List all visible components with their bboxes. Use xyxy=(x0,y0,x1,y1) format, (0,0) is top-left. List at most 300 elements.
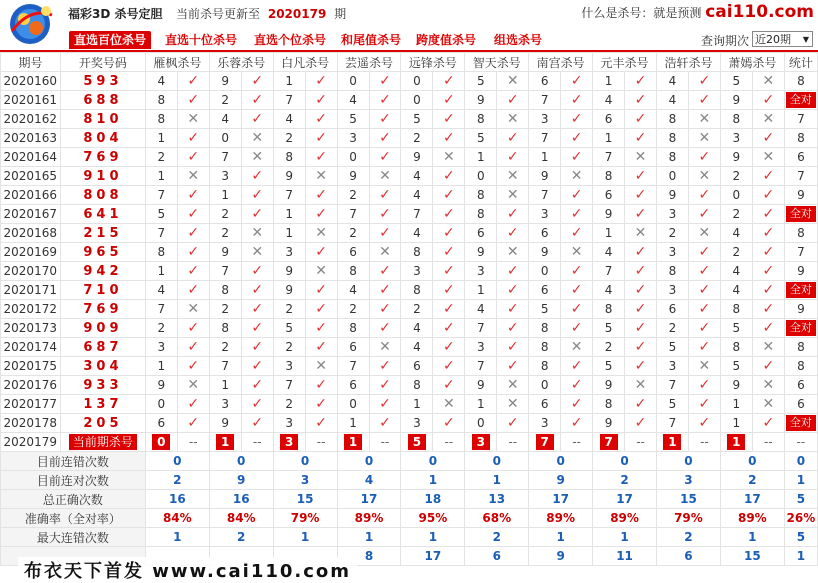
full-correct-badge: 全对 xyxy=(786,206,816,222)
check-icon: ✓ xyxy=(752,167,784,186)
stat-cell: 7 xyxy=(784,243,817,262)
check-icon: ✓ xyxy=(433,300,465,319)
kill-number-cell: 2 xyxy=(273,129,305,148)
kill-number-cell: 3 xyxy=(657,357,689,376)
kill-number-cell: 2 xyxy=(337,224,369,243)
period-cell: 2020177 xyxy=(1,395,61,414)
kill-number-cell: 0 xyxy=(209,129,241,148)
kill-number-cell: 5 xyxy=(145,205,177,224)
table-row xyxy=(1,205,818,224)
kill-number-cell: 8 xyxy=(529,357,561,376)
check-icon: ✓ xyxy=(625,72,657,91)
check-icon: ✓ xyxy=(241,414,273,433)
summary-value: 0 xyxy=(720,452,784,471)
cross-icon: ✕ xyxy=(241,129,273,148)
check-icon: ✓ xyxy=(688,262,720,281)
check-icon: ✓ xyxy=(688,91,720,110)
kill-number-cell: 4 xyxy=(720,281,752,300)
check-icon: ✓ xyxy=(305,91,337,110)
kill-number-cell: 1 xyxy=(593,224,625,243)
kill-number-cell: 0 xyxy=(401,72,433,91)
current-kill-number: 7 xyxy=(536,434,554,450)
logo-icon[interactable] xyxy=(6,1,58,45)
summary-label: 目前连对次数 xyxy=(1,471,146,490)
check-icon: ✓ xyxy=(561,129,593,148)
cross-icon: ✕ xyxy=(625,148,657,167)
current-kill-number: 1 xyxy=(663,434,681,450)
check-icon: ✓ xyxy=(497,319,529,338)
kill-number-cell: 3 xyxy=(657,281,689,300)
kill-number-cell: 0 xyxy=(529,262,561,281)
stat-cell: 7 xyxy=(784,167,817,186)
check-icon: ✓ xyxy=(497,91,529,110)
kill-number-cell: 9 xyxy=(145,376,177,395)
check-icon: ✓ xyxy=(688,205,720,224)
kill-number-cell: 4 xyxy=(337,281,369,300)
kill-number-cell: 4 xyxy=(657,72,689,91)
check-icon: ✓ xyxy=(177,205,209,224)
kill-number-cell: 8 xyxy=(145,243,177,262)
table-row xyxy=(1,319,818,338)
kill-number-cell: 4 xyxy=(145,281,177,300)
summary-label: 目前连错次数 xyxy=(1,452,146,471)
summary-value: 15 xyxy=(720,547,784,566)
kill-number-cell: 9 xyxy=(529,167,561,186)
check-icon: ✓ xyxy=(688,319,720,338)
table-row xyxy=(1,167,818,186)
kill-number-cell: 2 xyxy=(401,129,433,148)
cross-icon: ✕ xyxy=(177,167,209,186)
check-icon: ✓ xyxy=(241,395,273,414)
table-row xyxy=(1,395,818,414)
col-header-expert[interactable]: 雁枫杀号 xyxy=(145,53,209,72)
check-icon: ✓ xyxy=(625,243,657,262)
kill-number-cell: 3 xyxy=(337,129,369,148)
table-row xyxy=(1,91,818,110)
kill-number-cell: 1 xyxy=(145,167,177,186)
kill-number-cell: 2 xyxy=(337,300,369,319)
summary-value: 9 xyxy=(209,471,273,490)
kill-number-cell: 1 xyxy=(401,395,433,414)
summary-value: 0 xyxy=(337,452,401,471)
kill-number-cell: 5 xyxy=(337,110,369,129)
check-icon: ✓ xyxy=(433,167,465,186)
summary-value: 15 xyxy=(657,490,721,509)
cross-icon: ✕ xyxy=(369,167,401,186)
kill-number-cell: 6 xyxy=(529,224,561,243)
kill-number-cell: 3 xyxy=(465,338,497,357)
open-number-cell: 688 xyxy=(60,91,145,110)
current-kill-number: 1 xyxy=(727,434,745,450)
summary-value: 6 xyxy=(465,547,529,566)
period-cell: 2020170 xyxy=(1,262,61,281)
open-number-cell: 137 xyxy=(60,395,145,414)
kill-number-cell: 2 xyxy=(209,338,241,357)
kill-number-cell: 7 xyxy=(145,300,177,319)
summary-value: 0 xyxy=(209,452,273,471)
period-cell: 2020173 xyxy=(1,319,61,338)
nav-bar xyxy=(0,28,818,52)
cross-icon: ✕ xyxy=(497,167,529,186)
check-icon: ✓ xyxy=(625,129,657,148)
site-logo-text[interactable]: cai110.com xyxy=(705,2,814,22)
check-icon: ✓ xyxy=(369,376,401,395)
period-cell: 2020169 xyxy=(1,243,61,262)
summary-value: 84% xyxy=(209,509,273,528)
cross-icon: ✕ xyxy=(497,376,529,395)
kill-number-cell: 9 xyxy=(720,376,752,395)
summary-value: 84% xyxy=(145,509,209,528)
check-icon: ✓ xyxy=(625,91,657,110)
check-icon: ✓ xyxy=(752,319,784,338)
cross-icon: ✕ xyxy=(752,338,784,357)
cross-icon: ✕ xyxy=(497,395,529,414)
check-icon: ✓ xyxy=(433,72,465,91)
check-icon: ✓ xyxy=(305,376,337,395)
check-icon: ✓ xyxy=(497,205,529,224)
kill-number-cell: 7 xyxy=(273,91,305,110)
summary-value: 2 xyxy=(593,471,657,490)
check-icon: ✓ xyxy=(752,91,784,110)
check-icon: ✓ xyxy=(241,300,273,319)
kill-number-cell: 3 xyxy=(529,414,561,433)
check-icon: ✓ xyxy=(625,319,657,338)
chevron-down-icon: ▼ xyxy=(802,35,809,44)
check-icon: ✓ xyxy=(177,243,209,262)
summary-row xyxy=(1,509,818,528)
kill-number-cell: 8 xyxy=(593,167,625,186)
check-icon: ✓ xyxy=(305,186,337,205)
kill-number-cell: 2 xyxy=(209,205,241,224)
check-icon: ✓ xyxy=(497,414,529,433)
open-number-cell: 804 xyxy=(60,129,145,148)
check-icon: ✓ xyxy=(369,357,401,376)
placeholder-cell: -- xyxy=(497,433,529,452)
kill-number-cell: 1 xyxy=(529,148,561,167)
tab-shi[interactable]: 直选十位杀号 xyxy=(165,33,238,47)
kill-number-cell: 1 xyxy=(145,129,177,148)
kill-number-cell: 9 xyxy=(337,167,369,186)
cross-icon: ✕ xyxy=(305,167,337,186)
kill-number-cell: 9 xyxy=(657,186,689,205)
check-icon: ✓ xyxy=(752,243,784,262)
kill-number-cell: 2 xyxy=(720,205,752,224)
check-icon: ✓ xyxy=(561,300,593,319)
period-cell: 2020161 xyxy=(1,91,61,110)
check-icon: ✓ xyxy=(688,376,720,395)
kill-number-cell: 4 xyxy=(593,243,625,262)
check-icon: ✓ xyxy=(433,319,465,338)
check-icon: ✓ xyxy=(625,300,657,319)
kill-number-cell: 1 xyxy=(273,224,305,243)
check-icon: ✓ xyxy=(433,262,465,281)
kill-number-cell: 3 xyxy=(529,110,561,129)
check-icon: ✓ xyxy=(241,281,273,300)
kill-number-cell: 6 xyxy=(337,376,369,395)
cross-icon: ✕ xyxy=(561,167,593,186)
current-kill-number: 3 xyxy=(472,434,490,450)
kill-number-cell: 1 xyxy=(273,205,305,224)
check-icon: ✓ xyxy=(241,186,273,205)
stat-cell: 9 xyxy=(784,262,817,281)
col-header-expert[interactable]: 萧嫣杀号 xyxy=(720,53,784,72)
open-number-cell: 910 xyxy=(60,167,145,186)
current-kill-number: 7 xyxy=(600,434,618,450)
kill-number-cell: 5 xyxy=(273,319,305,338)
current-kill-cell xyxy=(529,433,561,452)
placeholder-cell: -- xyxy=(241,433,273,452)
summary-stat: 1 xyxy=(784,471,817,490)
kill-number-cell: 0 xyxy=(401,91,433,110)
summary-value: 13 xyxy=(465,490,529,509)
tab-bai[interactable]: 直选百位杀号 xyxy=(69,31,151,49)
kill-number-cell: 7 xyxy=(465,319,497,338)
check-icon: ✓ xyxy=(433,243,465,262)
cross-icon: ✕ xyxy=(241,243,273,262)
current-label-cell xyxy=(60,433,145,452)
check-icon: ✓ xyxy=(369,129,401,148)
tab-zuxuan[interactable]: 组选杀号 xyxy=(494,33,543,47)
summary-row xyxy=(1,528,818,547)
open-number-cell: 933 xyxy=(60,376,145,395)
kill-number-cell: 4 xyxy=(401,167,433,186)
summary-value: 3 xyxy=(273,471,337,490)
check-icon: ✓ xyxy=(561,414,593,433)
summary-value: 17 xyxy=(529,490,593,509)
summary-value: 95% xyxy=(401,509,465,528)
table-row xyxy=(1,148,818,167)
summary-value: 1 xyxy=(401,528,465,547)
check-icon: ✓ xyxy=(433,110,465,129)
summary-value: 9 xyxy=(529,547,593,566)
current-kill-cell xyxy=(720,433,752,452)
check-icon: ✓ xyxy=(241,338,273,357)
check-icon: ✓ xyxy=(241,376,273,395)
check-icon: ✓ xyxy=(625,357,657,376)
kill-number-cell: 8 xyxy=(337,262,369,281)
kill-number-cell: 1 xyxy=(593,129,625,148)
kill-number-cell: 8 xyxy=(657,129,689,148)
col-header-expert[interactable]: 乐蓉杀号 xyxy=(209,53,273,72)
check-icon: ✓ xyxy=(561,357,593,376)
period-select-value: 近20期 xyxy=(755,33,791,46)
check-icon: ✓ xyxy=(369,205,401,224)
check-icon: ✓ xyxy=(752,205,784,224)
current-kill-cell xyxy=(465,433,497,452)
full-correct-badge: 全对 xyxy=(786,92,816,108)
check-icon: ✓ xyxy=(497,300,529,319)
summary-stat: 5 xyxy=(784,490,817,509)
check-icon: ✓ xyxy=(241,262,273,281)
kill-number-cell: 8 xyxy=(209,281,241,300)
cross-icon: ✕ xyxy=(241,224,273,243)
kill-number-cell: 7 xyxy=(593,262,625,281)
kill-number-cell: 2 xyxy=(657,319,689,338)
kill-number-cell: 6 xyxy=(657,300,689,319)
kill-number-cell: 2 xyxy=(401,300,433,319)
kill-number-cell: 7 xyxy=(209,262,241,281)
kill-number-cell: 9 xyxy=(465,91,497,110)
col-header-expert[interactable]: 浩轩杀号 xyxy=(657,53,721,72)
check-icon: ✓ xyxy=(305,243,337,262)
kill-number-cell: 8 xyxy=(529,319,561,338)
what-is-kill-link[interactable]: 什么是杀号：就是预测 xyxy=(581,6,702,20)
kill-number-cell: 4 xyxy=(401,224,433,243)
check-icon: ✓ xyxy=(688,300,720,319)
check-icon: ✓ xyxy=(369,186,401,205)
check-icon: ✓ xyxy=(369,319,401,338)
full-correct-badge: 全对 xyxy=(786,282,816,298)
kill-number-cell: 9 xyxy=(209,243,241,262)
kill-number-cell: 3 xyxy=(529,205,561,224)
stat-cell xyxy=(784,205,817,224)
kill-number-cell: 8 xyxy=(145,91,177,110)
table-row xyxy=(1,243,818,262)
placeholder-cell: -- xyxy=(561,433,593,452)
check-icon: ✓ xyxy=(561,205,593,224)
cross-icon: ✕ xyxy=(433,148,465,167)
summary-value: 1 xyxy=(401,471,465,490)
summary-value: 0 xyxy=(657,452,721,471)
check-icon: ✓ xyxy=(369,281,401,300)
kill-number-cell: 8 xyxy=(209,319,241,338)
kill-number-cell: 8 xyxy=(401,281,433,300)
kill-number-cell: 8 xyxy=(465,110,497,129)
check-icon: ✓ xyxy=(625,167,657,186)
summary-value: 1 xyxy=(593,528,657,547)
stat-cell: 8 xyxy=(784,357,817,376)
kill-number-cell: 1 xyxy=(209,376,241,395)
open-number-cell: 810 xyxy=(60,110,145,129)
col-header-expert[interactable]: 芸遥杀号 xyxy=(337,53,401,72)
summary-value: 2 xyxy=(145,471,209,490)
tab-hewei[interactable]: 和尾值杀号 xyxy=(341,33,402,47)
kill-number-cell: 5 xyxy=(720,72,752,91)
period-cell: 2020163 xyxy=(1,129,61,148)
kill-number-cell: 7 xyxy=(593,148,625,167)
check-icon: ✓ xyxy=(561,186,593,205)
kill-number-cell: 2 xyxy=(145,319,177,338)
kill-number-cell: 8 xyxy=(593,395,625,414)
kill-number-cell: 8 xyxy=(593,300,625,319)
summary-label: 最大连错次数 xyxy=(1,528,146,547)
table-header-row xyxy=(1,53,818,72)
kill-number-cell: 2 xyxy=(209,300,241,319)
period-cell: 2020160 xyxy=(1,72,61,91)
stat-cell: 8 xyxy=(784,72,817,91)
kill-number-cell: 9 xyxy=(720,148,752,167)
check-icon: ✓ xyxy=(369,262,401,281)
check-icon: ✓ xyxy=(241,205,273,224)
kill-number-cell: 4 xyxy=(401,338,433,357)
check-icon: ✓ xyxy=(561,262,593,281)
check-icon: ✓ xyxy=(752,186,784,205)
summary-value: 0 xyxy=(593,452,657,471)
kill-number-cell: 5 xyxy=(720,319,752,338)
cross-icon: ✕ xyxy=(497,186,529,205)
summary-value: 2 xyxy=(209,528,273,547)
kill-number-cell: 3 xyxy=(465,262,497,281)
col-header-expert[interactable]: 远锋杀号 xyxy=(401,53,465,72)
kill-number-cell: 0 xyxy=(465,167,497,186)
kill-number-cell: 7 xyxy=(529,129,561,148)
kill-number-cell: 7 xyxy=(337,205,369,224)
cross-icon: ✕ xyxy=(177,300,209,319)
kill-number-cell: 6 xyxy=(337,338,369,357)
col-header-expert[interactable]: 南宫杀号 xyxy=(529,53,593,72)
check-icon: ✓ xyxy=(177,414,209,433)
table-row xyxy=(1,376,818,395)
col-header-expert[interactable]: 智天杀号 xyxy=(465,53,529,72)
update-info xyxy=(176,5,346,22)
kill-number-cell: 4 xyxy=(593,91,625,110)
summary-value: 1 xyxy=(465,471,529,490)
col-header-expert[interactable]: 白凡杀号 xyxy=(273,53,337,72)
check-icon: ✓ xyxy=(369,224,401,243)
check-icon: ✓ xyxy=(625,205,657,224)
cross-icon: ✕ xyxy=(369,338,401,357)
period-select[interactable] xyxy=(752,31,813,47)
stat-cell: 9 xyxy=(784,300,817,319)
kill-number-cell: 5 xyxy=(465,72,497,91)
table-row xyxy=(1,281,818,300)
kill-number-cell: 9 xyxy=(593,414,625,433)
check-icon: ✓ xyxy=(752,300,784,319)
check-icon: ✓ xyxy=(625,338,657,357)
check-icon: ✓ xyxy=(688,338,720,357)
kill-number-cell: 8 xyxy=(465,205,497,224)
period-cell: 2020166 xyxy=(1,186,61,205)
kill-number-cell: 2 xyxy=(337,186,369,205)
table-row xyxy=(1,414,818,433)
current-kill-button[interactable]: 当前期杀号 xyxy=(69,434,137,450)
tab-kuadu[interactable]: 跨度值杀号 xyxy=(416,33,477,47)
col-header-expert[interactable]: 元丰杀号 xyxy=(593,53,657,72)
kill-number-cell: 0 xyxy=(337,395,369,414)
kill-number-cell: 7 xyxy=(273,186,305,205)
tab-ge[interactable]: 直选个位杀号 xyxy=(254,33,327,47)
open-number-cell: 808 xyxy=(60,186,145,205)
summary-value: 15 xyxy=(273,490,337,509)
check-icon: ✓ xyxy=(433,186,465,205)
check-icon: ✓ xyxy=(305,72,337,91)
current-kill-cell xyxy=(273,433,305,452)
check-icon: ✓ xyxy=(305,110,337,129)
open-number-cell: 769 xyxy=(60,148,145,167)
open-number-cell: 205 xyxy=(60,414,145,433)
table-row xyxy=(1,72,818,91)
kill-number-cell: 9 xyxy=(209,414,241,433)
check-icon: ✓ xyxy=(177,224,209,243)
placeholder-cell: -- xyxy=(369,433,401,452)
kill-number-cell: 0 xyxy=(720,186,752,205)
check-icon: ✓ xyxy=(433,414,465,433)
check-icon: ✓ xyxy=(752,129,784,148)
summary-value: 9 xyxy=(529,471,593,490)
kill-number-cell: 9 xyxy=(209,72,241,91)
kill-number-cell: 8 xyxy=(529,338,561,357)
stat-cell: 6 xyxy=(784,395,817,414)
cross-icon: ✕ xyxy=(752,148,784,167)
check-icon: ✓ xyxy=(561,319,593,338)
cross-icon: ✕ xyxy=(177,110,209,129)
table-row xyxy=(1,300,818,319)
check-icon: ✓ xyxy=(305,319,337,338)
kill-number-cell: 6 xyxy=(593,186,625,205)
cross-icon: ✕ xyxy=(688,110,720,129)
kill-number-cell: 2 xyxy=(273,338,305,357)
table-row xyxy=(1,110,818,129)
